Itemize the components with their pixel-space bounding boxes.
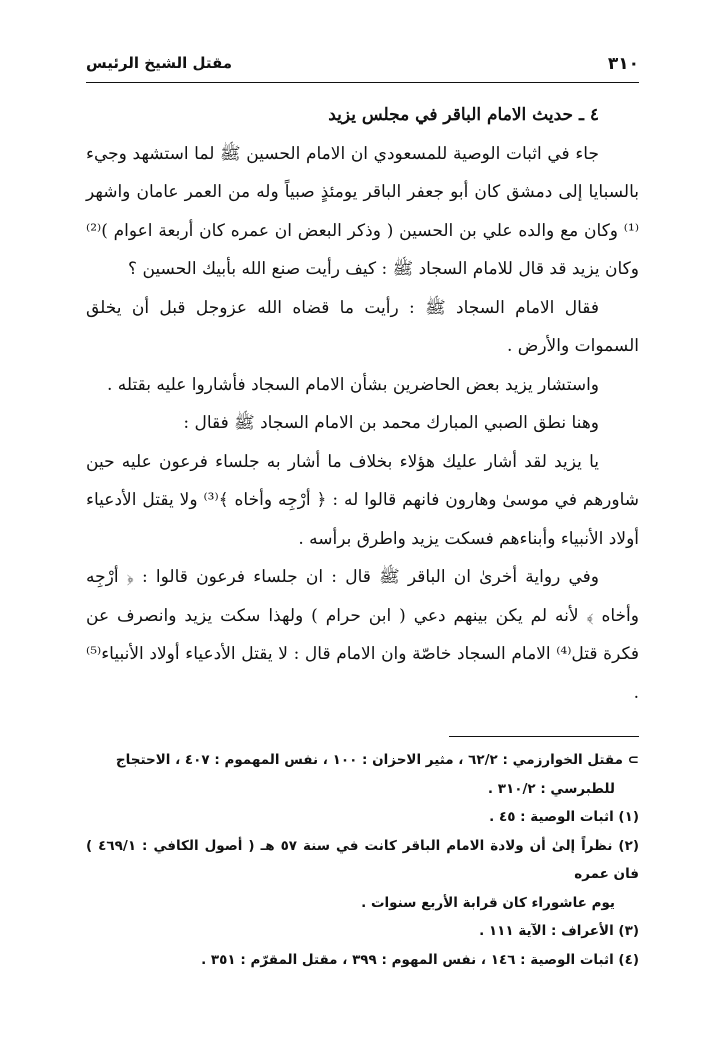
footnote-2: (٢) نظراً إلىٰ أن ولادة الامام الباقر كانت في سنة ٥٧ هـ ( أصول الكافي : ٤٦٩/١ ) فان عمره (86, 837, 639, 882)
running-title: مقتل الشيخ الرئيس (86, 54, 233, 72)
footnote-divider (449, 736, 639, 737)
paragraph: وهنا نطق الصبي المبارك محمد بن الامام السجاد ﷺ فقال : (183, 413, 599, 433)
page-number: ٣١٠ (607, 54, 639, 74)
header-divider (86, 82, 639, 83)
paragraph: واستشار يزيد بعض الحاضرين بشأن الامام السجاد فأشاروا عليه بقتله . (106, 374, 599, 395)
paragraph: وفي رواية أخرىٰ ان الباقر ﷺ قال : ان جلساء فرعون قالوا : ﴿ أرْجِه وأخاه ﴾ لأنه لم يكن بينهم دعي ( ابن حرام ) ولهذا سكت يزيد وانصرف عن فكرة قتل⁽⁴⁾ الامام السجاد خاصّة وان الامام قال : لا يقتل الأدعياء أولاد الأنبياء⁽⁵⁾ . (86, 567, 639, 703)
footnote-source-continued: للطبرسي : ٣١٠/٢ . (487, 780, 615, 797)
footnote-4: (٤) اثبات الوصية : ١٤٦ ، نفس المهوم : ٣٩٩ ، مقتل المقرّم : ٣٥١ . (201, 951, 639, 968)
main-text (86, 96, 639, 712)
paragraph: جاء في اثبات الوصية للمسعودي ان الامام الحسين ﷺ لما استشهد وجيء بالسبايا إلى دمشق كان أبو جعفر الباقر يومئذٍ صبياً وله من العمر عامان واشهر ⁽¹⁾ وكان مع والده علي بن الحسين ( وذكر البعض ان عمره كان أربعة اعوام )⁽²⁾ وكان يزيد قد قال للامام السجاد ﷺ : كيف رأيت صنع الله بأبيك الحسين ؟ (86, 143, 639, 279)
footnote-2-continued: يوم عاشوراء كان قرابة الأربع سنوات . (361, 894, 615, 911)
footnote-source: ⊃ مقتل الخوارزمي : ٦٢/٢ ، مثير الاحزان : ١٠٠ ، نفس المهموم : ٤٠٧ ، الاحتجاج (115, 752, 639, 768)
page-header (86, 52, 639, 82)
footnote-1: (١) اثبات الوصية : ٤٥ . (489, 809, 639, 825)
footnote-3: (٣) الأعراف : الآية ١١١ . (479, 923, 639, 939)
footnotes (86, 746, 639, 974)
paragraph: فقال الامام السجاد ﷺ : رأيت ما قضاه الله عزوجل قبل أن يخلق السموات والأرض . (86, 297, 639, 356)
section-heading: ٤ ـ حديث الامام الباقر في مجلس يزيد (328, 105, 599, 125)
paragraph: يا يزيد لقد أشار عليك هؤلاء بخلاف ما أشار به جلساء فرعون عليه حين شاورهم في موسىٰ وهارون فانهم قالوا له : ﴿ أرْجِه وأخاه ﴾⁽³⁾ ولا يقتل الأدعياء أولاد الأنبياء وأبناءهم فسكت يزيد واطرق برأسه . (86, 451, 640, 549)
